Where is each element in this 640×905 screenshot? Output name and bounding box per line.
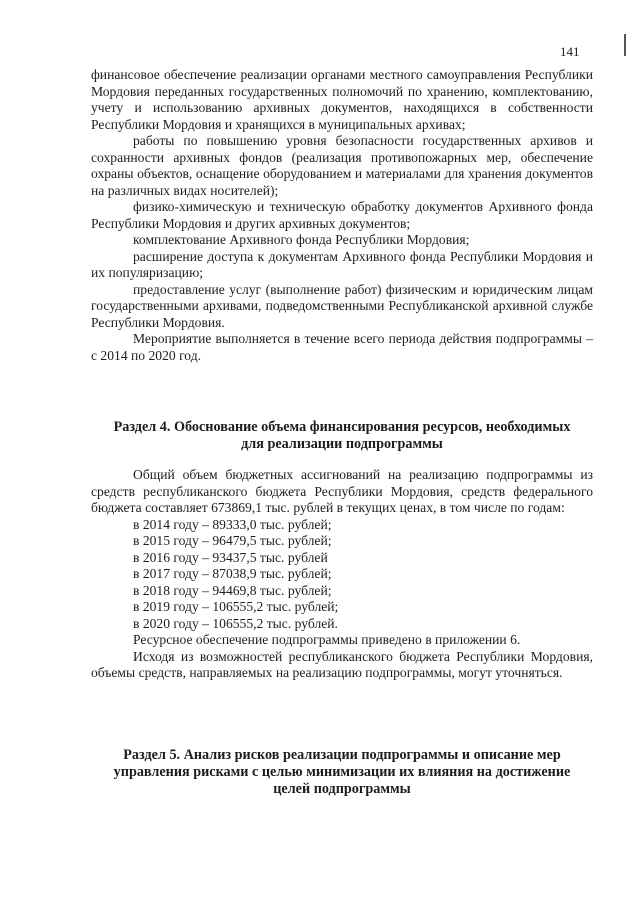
section-5-title-line: целей подпрограммы	[273, 781, 411, 797]
yearly-funding-item: в 2014 году – 89333,0 тыс. рублей;	[133, 516, 332, 532]
yearly-funding-list	[91, 517, 593, 633]
section-4-heading	[91, 419, 593, 453]
yearly-funding-item: в 2018 году – 94469,8 тыс. рублей;	[133, 582, 332, 598]
yearly-funding-item: в 2019 году – 106555,2 тыс. рублей;	[133, 599, 339, 614]
yearly-funding-item: в 2020 году – 106555,2 тыс. рублей.	[133, 615, 338, 631]
section-4-title-line: для реализации подпрограммы	[241, 436, 443, 452]
section-4-title-line: Раздел 4. Обоснование объема финансирования ресурсов, необходимых	[113, 419, 571, 435]
measure-paragraph: финансовое обеспечение реализации органами местного самоуправления Республики Мордовия переданных государственных полномочий по хранению, комплектованию, учету и использованию архивных документов, находящихся в собственности Республики Мордовия и хранящихся в муниципальных архивах;	[91, 67, 593, 132]
yearly-funding-item: в 2015 году – 96479,5 тыс. рублей;	[133, 533, 332, 548]
measure-paragraph: работы по повышению уровня безопасности государственных архивов и сохранности архивных фондов (реализация противопожарных мер, обеспечение охраны объектов, оснащение оборудованием и материалами для хранения документов на различных видах носителей);	[91, 133, 593, 198]
section-5-heading	[91, 747, 593, 798]
page-number: 141	[560, 44, 580, 59]
budget-note: Исходя из возможностей республиканского бюджета Республики Мордовия, объемы средств, направляемых на реализацию подпрограммы, могут уточняться.	[91, 648, 593, 680]
measure-paragraph: комплектование Архивного фонда Республики Мордовия;	[133, 232, 470, 247]
section-5-title-line: Раздел 5. Анализ рисков реализации подпрограммы и описание мер	[123, 747, 561, 763]
resource-note: Ресурсное обеспечение подпрограммы приведено в приложении 6.	[133, 632, 521, 647]
measures-list	[91, 67, 593, 364]
scan-edge-mark	[624, 34, 626, 56]
financing-body	[91, 467, 593, 682]
measure-paragraph: расширение доступа к документам Архивного фонда Республики Мордовия и их популяризацию;	[91, 248, 593, 280]
section-5-title-line: управления рисками с целью минимизации их влияния на достижение	[113, 764, 571, 780]
measure-paragraph: физико-химическую и техническую обработку документов Архивного фонда Республики Мордовия и других архивных документов;	[91, 199, 593, 231]
yearly-funding-item: в 2016 году – 93437,5 тыс. рублей	[133, 549, 328, 565]
measure-period-paragraph: Мероприятие выполняется в течение всего периода действия подпрограммы – с 2014 по 2020 год.	[91, 331, 593, 363]
financing-intro: Общий объем бюджетных ассигнований на реализацию подпрограммы из средств республиканского бюджета Республики Мордовия, средств федерального бюджета составляет 673869,1 тыс. рублей в текущих ценах, в том числе по годам:	[91, 467, 593, 515]
measure-paragraph: предоставление услуг (выполнение работ) физическим и юридическим лицам государственными архивами, подведомственными Республиканской архивной службе Республики Мордовия.	[91, 281, 593, 330]
yearly-funding-item: в 2017 году – 87038,9 тыс. рублей;	[133, 566, 332, 581]
